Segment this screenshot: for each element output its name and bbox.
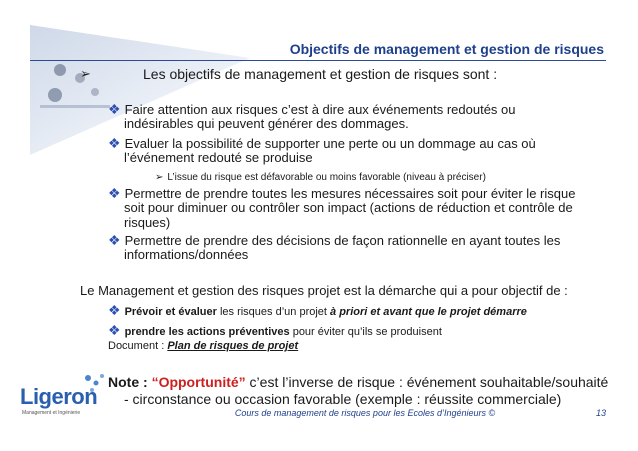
bullet-1-cont: indésirables qui peuvent générer des dommages.: [124, 116, 409, 131]
bullet-1: ❖ Faire attention aux risques c’est à dire aux événements redoutés ou: [108, 101, 516, 117]
arrow-icon: ➢: [155, 172, 164, 183]
diamond-icon: ❖: [108, 135, 121, 151]
note-line-2: - circonstance ou occasion favorable (exemple : réussite commerciale): [124, 391, 562, 407]
footer-text: Cours de management de risques pour les Ecoles d’Ingénieurs ©: [234, 408, 496, 418]
diamond-icon: ❖: [108, 185, 121, 201]
objective-1: ❖ Prévoir et évaluer les risques d’un projet à priori et avant que le projet démarre: [108, 302, 527, 318]
bullet-3: ❖ Permettre de prendre toutes les mesures nécessaires soit pour éviter le risque: [108, 185, 576, 201]
bullet-3-cont2: risques): [124, 215, 171, 230]
ligeron-logo: [18, 372, 108, 422]
title-underline: [30, 60, 606, 61]
bullet-4-cont: informations/données: [124, 247, 249, 262]
diamond-icon: ❖: [108, 232, 121, 248]
bullet-2: ❖ Evaluer la possibilité de supporter une perte ou un dommage au cas où: [108, 135, 536, 151]
bullet-4: ❖ Permettre de prendre des décisions de façon rationnelle en ayant toutes les: [108, 232, 561, 248]
logo-name: Ligeron: [20, 384, 98, 409]
diamond-icon: ❖: [108, 302, 121, 318]
document-link[interactable]: Plan de risques de projet: [167, 340, 299, 352]
management-sentence: Le Management et gestion des risques projet est la démarche qui a pour objectif de :: [80, 283, 568, 298]
document-line: Document : Plan de risques de projet: [108, 340, 299, 352]
diamond-icon: ❖: [108, 322, 121, 338]
logo-tagline: Management et Ingénierie: [22, 410, 81, 416]
note-line: Note : “Opportunité” c’est l’inverse de risque : événement souhaitable/souhaité: [108, 374, 609, 390]
page-title: Objectifs de management et gestion de risques: [289, 41, 604, 57]
page-number: 13: [595, 408, 606, 418]
intro-arrow-icon: ➢: [80, 66, 91, 81]
bullet-3-cont: soit pour diminuer ou contrôler son impact (actions de réduction et contrôle de: [124, 200, 573, 215]
sub-bullet: ➢ L’issue du risque est défavorable ou moins favorable (niveau à préciser): [155, 172, 486, 183]
objective-2: ❖ prendre les actions préventives pour éviter qu’ils se produisent: [108, 322, 442, 338]
intro-text: Les objectifs de management et gestion de risques sont :: [143, 66, 498, 82]
bullet-2-cont: l’événement redouté se produise: [124, 150, 313, 165]
diamond-icon: ❖: [108, 101, 121, 117]
